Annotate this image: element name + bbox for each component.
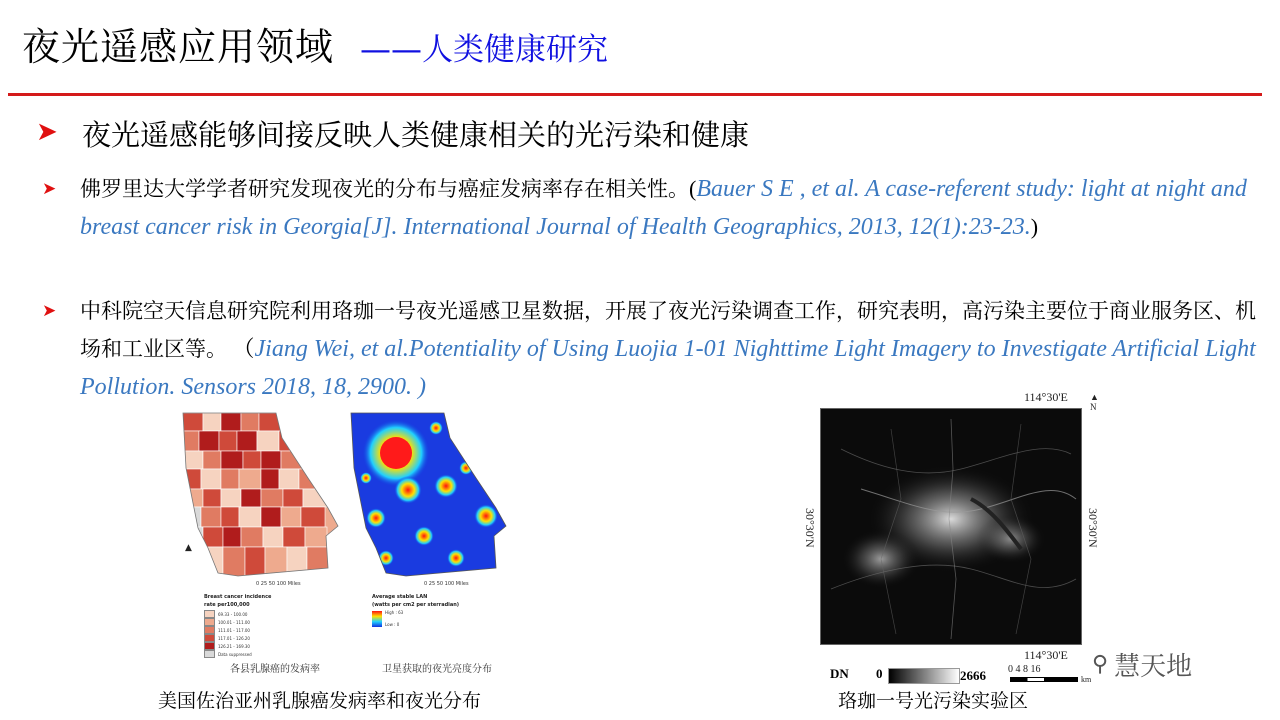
georgia-figure — [178, 408, 518, 678]
svg-text:▲: ▲ — [185, 543, 192, 553]
caption-right: 珞珈一号光污染实验区 — [838, 690, 1029, 712]
caption-left: 美国佐治亚州乳腺癌发病率和夜光分布 — [158, 690, 482, 712]
scale-bar-a: 0 25 50 100 Miles — [256, 581, 301, 587]
night-light-map — [346, 408, 511, 583]
coord-left: 30°30'N — [803, 508, 817, 548]
coord-top: 114°30'E — [1024, 390, 1068, 404]
legend-b-sub: (watts per cm2 per sterradian) — [372, 602, 460, 608]
scale-unit: km — [1081, 675, 1092, 684]
watermark-text: 慧天地 — [1114, 652, 1193, 682]
legend-a-sub: rate per100,000 — [204, 602, 250, 608]
bullet-florida: ➤ 佛罗里达大学学者研究发现夜光的分布与癌症发病率存在相关性。(Bauer S E , et al. A case-referent study: light at night and breast cancer risk in Georgia[J]. International Journal of Health Geographics, 2013, 12(1):23-23.) — [80, 170, 1260, 246]
legend-a-title: Breast cancer incidence — [204, 594, 272, 600]
dn-min: 0 — [876, 666, 883, 681]
bullet-cas-ref: Jiang Wei, et al.Potentiality of Using Luojia 1-01 Nighttime Light Imagery to Investigate Artificial Light Pollution. Sensors 2018, 18, 2900. ) — [80, 336, 1256, 400]
arrow-bullet-icon: ➤ — [42, 179, 57, 199]
sub-caption-b: 卫星获取的夜光亮度分布 — [382, 664, 492, 675]
bullet-florida-text: 佛罗里达大学学者研究发现夜光的分布与癌症发病率存在相关性。 — [80, 177, 689, 201]
cancer-map-image — [178, 408, 343, 583]
dn-label: DN — [830, 666, 849, 681]
scale-bar-b: 0 25 50 100 Miles — [424, 581, 469, 587]
night-image-svg — [821, 409, 1081, 644]
scale-bar — [1010, 677, 1078, 682]
legend-a-item: 100.01 - 111.00 — [204, 618, 252, 626]
watermark — [1092, 646, 1192, 683]
title-divider — [8, 93, 1262, 96]
title-main: 夜光遥感应用领域 — [22, 25, 335, 69]
arrow-bullet-icon: ➤ — [42, 301, 57, 321]
legend-b-high: High : 63 — [385, 610, 404, 615]
legend-b-ramp — [372, 611, 382, 627]
coord-right: 30°30'N — [1086, 508, 1100, 548]
north-arrow-icon: ▲ N — [1090, 392, 1099, 412]
luojia-figure — [800, 390, 1100, 690]
sub-caption-a: 各县乳腺癌的发病率 — [230, 664, 320, 675]
legend-b-title: Average stable LAN — [372, 594, 428, 600]
legend-a-item: 111.01 - 117.00 — [204, 626, 252, 634]
bullet-cas: ➤ 中科院空天信息研究院利用珞珈一号夜光遥感卫星数据，开展了夜光污染调查工作，研究表明，高污染主要位于商业服务区、机场和工业区等。 （Jiang Wei, et al.Potentiality of Using Luojia 1-01 Nighttime Light Imagery to Investigate Artificial Light Pollution. Sensors 2018, 18, 2900. ) — [80, 292, 1260, 406]
scale-ticks: 0 4 8 16 — [1008, 664, 1041, 675]
legend-a-item: 69.33 - 100.00 — [204, 610, 252, 618]
arrow-bullet-icon: ➤ — [36, 117, 58, 147]
night-light-image — [346, 408, 511, 583]
title-sub: ——人类健康研究 — [360, 32, 609, 68]
legend-a-item: 126.21 - 169.30 — [204, 642, 252, 650]
wechat-icon: ⚲ — [1092, 652, 1109, 677]
bullet-main-text: 夜光遥感能够间接反映人类健康相关的光污染和健康 — [82, 118, 750, 152]
coord-bottom: 114°30'E — [1024, 648, 1068, 662]
bullet-florida-ref: Bauer S E , et al. A case-referent study: light at night and breast cancer risk in Georgia[J]. International Journal of Health Geographics, 2013, 12(1):23-23. — [80, 176, 1247, 240]
legend-a — [204, 610, 252, 658]
dn-ramp — [888, 668, 960, 684]
bullet-cas-text: 中科院空天信息研究院利用珞珈一号夜光遥感卫星数据，开展了夜光污染调查工作，研究表明，高污染主要位于商业服务区、机场和工业区等。 — [80, 299, 1256, 361]
legend-b-low: Low : 0 — [385, 622, 400, 627]
cancer-incidence-map — [178, 408, 343, 583]
dn-max: 2666 — [960, 668, 986, 683]
legend-a-item: 117.01 - 126.20 — [204, 634, 252, 642]
legend-a-item: Data suppressed — [204, 650, 252, 658]
night-image — [820, 408, 1082, 645]
slide-title — [22, 16, 608, 76]
